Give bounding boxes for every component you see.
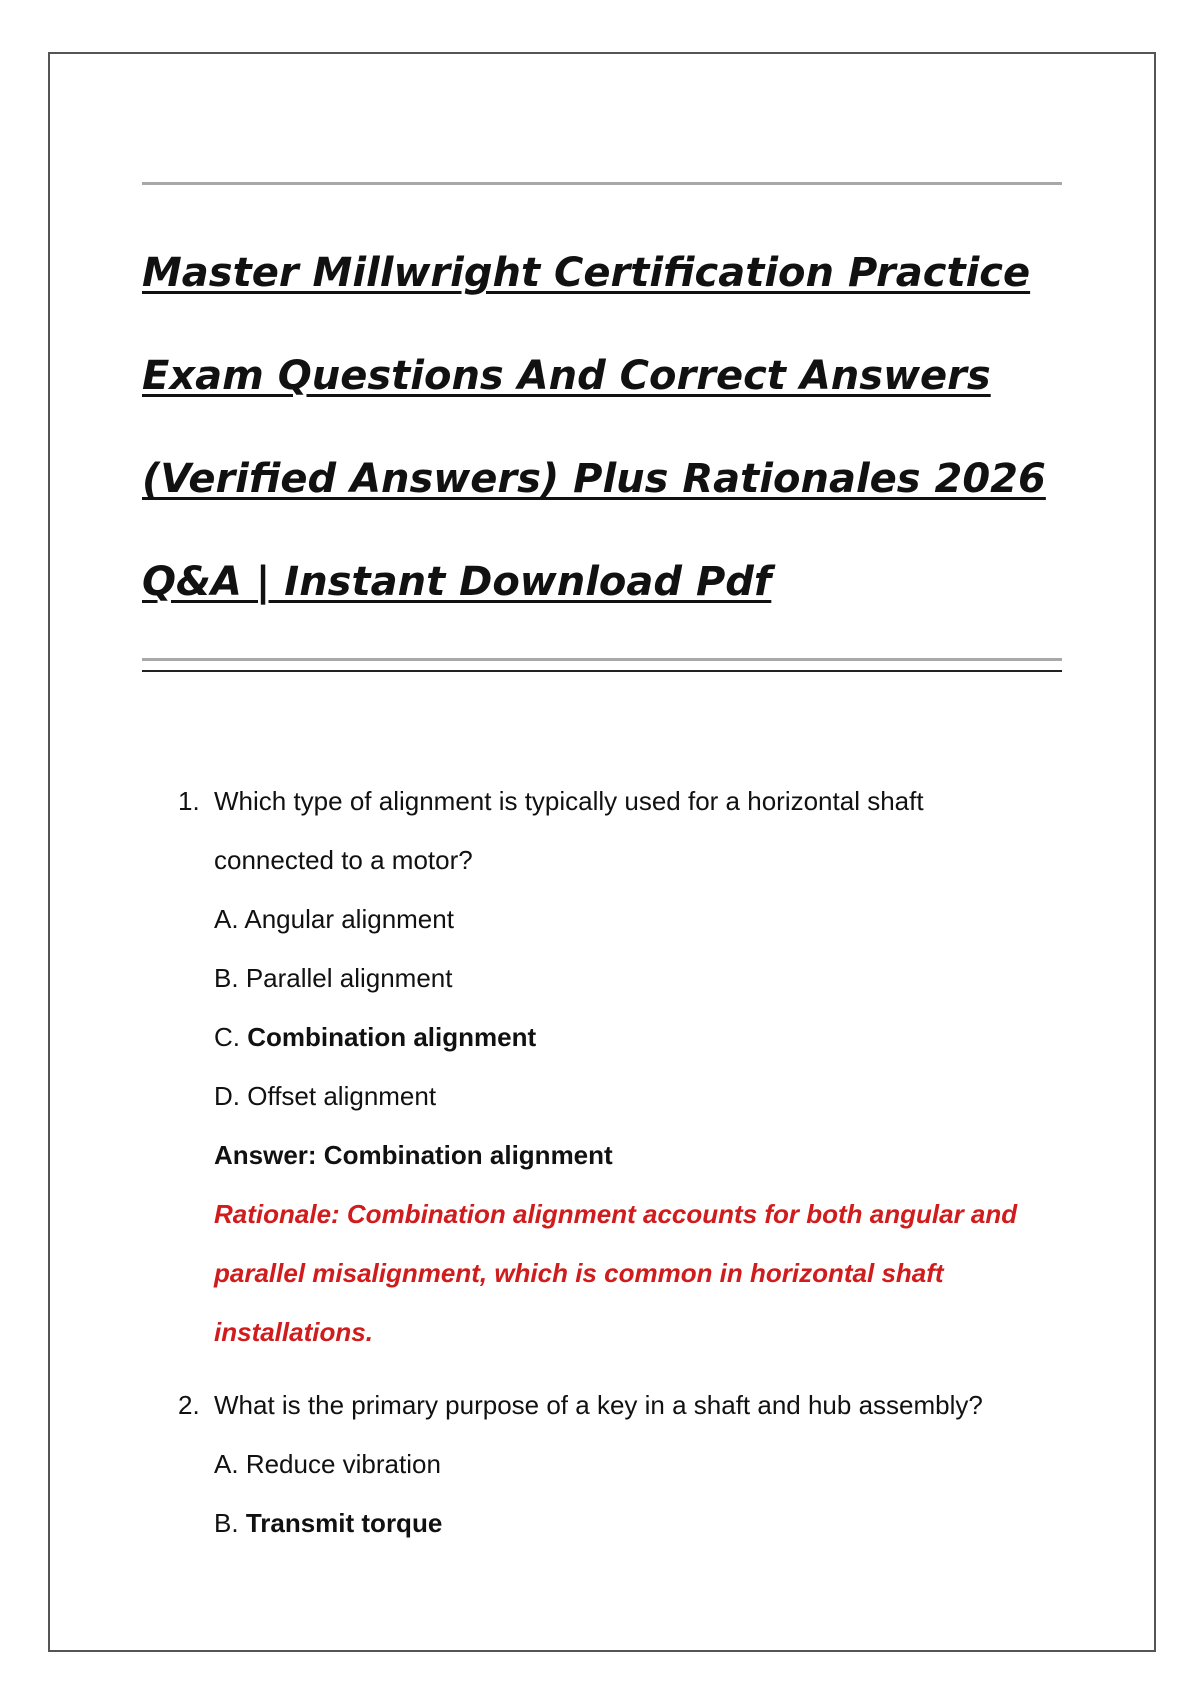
option-text-correct: Transmit torque (245, 1508, 443, 1538)
option-text-correct: Combination alignment (247, 1022, 537, 1052)
option-text: Parallel alignment (245, 963, 453, 993)
rationale-line: Rationale: Combination alignment accounts for both angular and (214, 1199, 1018, 1229)
option-b (214, 1494, 1062, 1553)
bottom-divider-dark (142, 670, 1062, 672)
rationale-line: installations. (214, 1317, 373, 1347)
option-c (214, 1008, 1062, 1067)
option-a (214, 1435, 1062, 1494)
question-text: Which type of alignment is typically used for a horizontal shaft (214, 786, 924, 816)
title-line-text: (Verified Answers) Plus Rationales 2026 (142, 456, 1046, 502)
option-a (214, 890, 1062, 949)
question-text: What is the primary purpose of a key in a shaft and hub assembly? (214, 1390, 983, 1420)
question-number: 1. (178, 786, 200, 816)
option-text: Angular alignment (244, 904, 454, 934)
option-text: Reduce vibration (245, 1449, 441, 1479)
title-line (142, 428, 1046, 531)
option-label: D. (214, 1081, 240, 1111)
document-title (142, 222, 1046, 634)
title-line-text: Q&A | Instant Download Pdf (142, 559, 772, 605)
question-list (142, 772, 1062, 1553)
question-2 (142, 1376, 1062, 1553)
rationale-line: parallel misalignment, which is common in horizontal shaft (214, 1258, 944, 1288)
option-label: A. (214, 1449, 239, 1479)
option-label: B. (214, 963, 239, 993)
title-line-text: Exam Questions And Correct Answers (142, 353, 991, 399)
title-line (142, 325, 1042, 428)
option-label: B. (214, 1508, 239, 1538)
question-text-continued: connected to a motor? (214, 845, 473, 875)
title-line (142, 222, 1042, 325)
option-b (214, 949, 1062, 1008)
top-divider (142, 182, 1062, 185)
option-label: C. (214, 1022, 240, 1052)
answer-line: Answer: Combination alignment (214, 1140, 613, 1170)
option-d (214, 1067, 1062, 1126)
bottom-divider-light (142, 658, 1062, 661)
title-line (142, 531, 1042, 634)
title-line-text: Master Millwright Certification Practice (142, 250, 1031, 296)
question-1 (142, 772, 1062, 1362)
option-text: Offset alignment (247, 1081, 437, 1111)
question-number: 2. (178, 1390, 200, 1420)
option-label: A. (214, 904, 239, 934)
